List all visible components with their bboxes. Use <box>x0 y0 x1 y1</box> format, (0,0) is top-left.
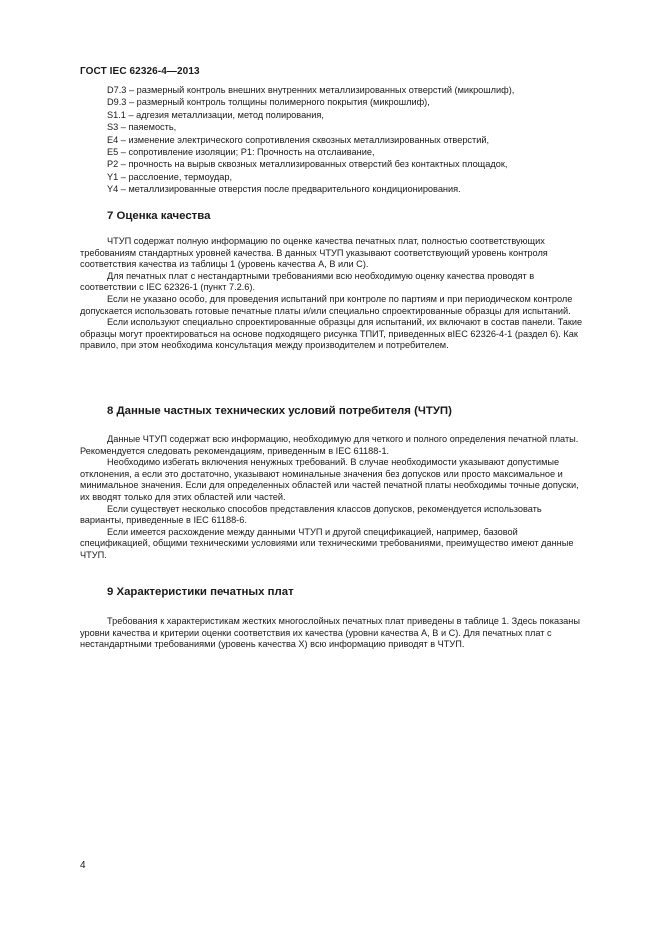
list-item: Y1 – расслоение, термоудар, <box>107 171 233 182</box>
list-item: D9.3 – размерный контроль толщины полимерного покрытия (микрошлиф), <box>107 97 430 108</box>
section-8-body <box>80 434 585 562</box>
paragraph: Требования к характеристикам жестких многослойных печатных плат приведены в таблице 1. Здесь показаны уровни качества и критерии оценки соответствия их качества (уровни качества А, В и С). Для печатных плат с нестандартными требованиями (уровень качества X) всю информацию приводят в ЧТУП. <box>80 616 580 650</box>
list-item: P2 – прочность на вырыв сквозных металлизированных отверстий без контактных площадок, <box>107 159 508 170</box>
list-item: E4 – изменение электрического сопротивления сквозных металлизированных отверстий, <box>107 134 490 145</box>
list-item: S1.1 – адгезия металлизации, метод полирования, <box>107 109 324 120</box>
list-item: S3 – паяемость, <box>107 122 177 133</box>
paragraph: Если не указано особо, для проведения испытаний при контроле по партиям и при периодическом контроле допускается использовать готовые печатные платы и/или специально спроектированные образцы для испытаний. <box>80 293 573 316</box>
section-7-heading: 7 Оценка качества <box>107 210 211 222</box>
document-code-header: ГОСТ IEC 62326-4—2013 <box>80 66 200 77</box>
paragraph: Данные ЧТУП содержат всю информацию, необходимую для четкого и полного определения печатной платы. Рекомендуется следовать рекомендациям, приведенным в IEC 61188-1. <box>80 434 579 456</box>
list-item: E5 – сопротивление изоляции; P1: Прочность на отслаивание, <box>107 147 375 158</box>
paragraph: ЧТУП содержат полную информацию по оценке качества печатных плат, полностью соответствующих требованиям стандартных уровней качества. В данных ЧТУП указывают соответствующий уровень контроля соответствия качества из таблицы 1 (уровень качества А, В или С). <box>80 236 548 270</box>
page-number: 4 <box>80 860 86 871</box>
section-8-heading: 8 Данные частных технических условий потребителя (ЧТУП) <box>107 405 452 417</box>
section-9-body <box>80 616 585 651</box>
paragraph: Необходимо избегать включения ненужных требований. В случае необходимости указывают допустимые отклонения, а если это достаточно, указывают номинальные значения без допусков или просто максимальное и минимальное значения. Если для определенных областей или частей печатной платы необходимы точные допуски, их вводят только для этих областей или частей. <box>80 457 579 502</box>
paragraph: Если имеется расхождение между данными ЧТУП и другой спецификацией, например, базовой спецификацией, общими техническими условиями или техническими требованиями, преимущество имеют данные ЧТУП. <box>80 526 574 560</box>
paragraph: Если используют специально спроектированные образцы для испытаний, их включают в состав панели. Такие образцы могут проектироваться на основе подходящего рисунка ТПИТ, приведенных вIEC 62326-4-1 (раздел 6). Как правило, при этом необходима консультация между производителем и потребителем. <box>80 317 583 351</box>
paragraph: Для печатных плат с нестандартными требованиями всю необходимую оценку качества проводят в соответствии с IEC 62326-1 (пункт 7.2.6). <box>80 270 535 293</box>
section-9-heading: 9 Характеристики печатных плат <box>107 586 294 598</box>
section-7-body <box>80 236 585 352</box>
abbreviation-list <box>107 84 607 196</box>
list-item: D7.3 – размерный контроль внешних внутренних металлизированных отверстий (микрошлиф), <box>107 85 515 95</box>
paragraph: Если существует несколько способов представления классов допусков, рекомендуется использовать варианты, приведенные в IEC 61188-6. <box>80 503 542 526</box>
list-item: Y4 – металлизированные отверстия после предварительного кондиционирования. <box>107 184 461 195</box>
